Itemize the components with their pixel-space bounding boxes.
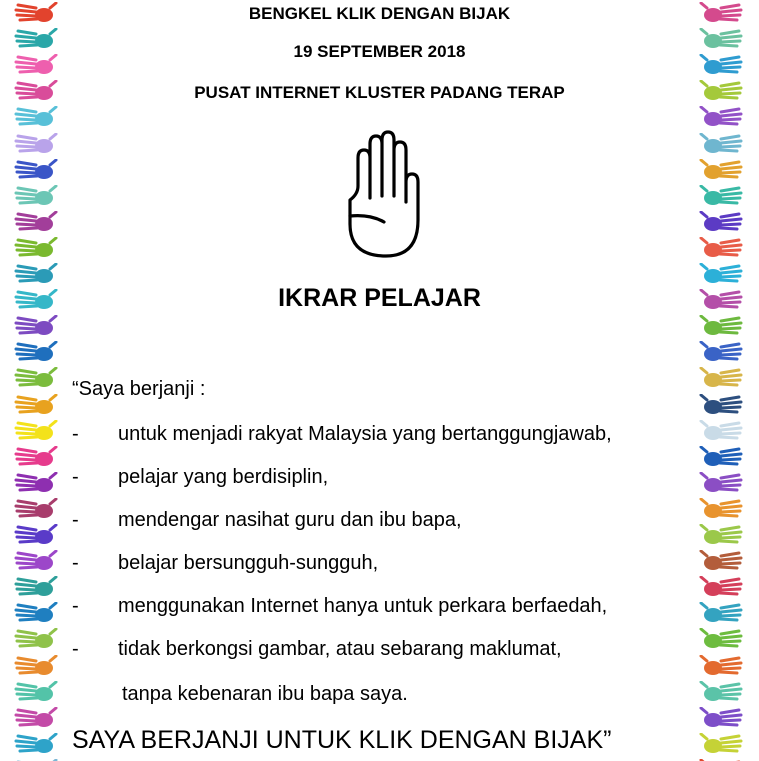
handprint-icon	[699, 159, 743, 181]
handprint-icon	[699, 420, 743, 442]
pledge-closing: SAYA BERJANJI UNTUK KLIK DENGAN BIJAK”	[72, 726, 612, 754]
handprint-icon	[14, 472, 58, 494]
handprint-icon	[699, 550, 743, 572]
handprint-icon	[14, 550, 58, 572]
handprint-icon	[14, 185, 58, 207]
handprint-icon	[14, 315, 58, 337]
pledge-continuation: tanpa kebenaran ibu bapa saya.	[122, 683, 408, 705]
event-date: 19 SEPTEMBER 2018	[293, 42, 466, 61]
pledge-item-text: menggunakan Internet hanya untuk perkara berfaedah,	[118, 595, 608, 617]
handprint-icon	[14, 446, 58, 468]
handprint-icon	[699, 80, 743, 102]
handprint-icon	[14, 2, 58, 24]
pledge-intro: “Saya berjanji :	[72, 378, 206, 400]
event-venue: PUSAT INTERNET KLUSTER PADANG TERAP	[194, 83, 565, 102]
handprint-icon	[699, 576, 743, 598]
handprint-icon	[14, 524, 58, 546]
handprint-icon	[699, 394, 743, 416]
handprint-icon	[14, 54, 58, 76]
handprint-icon	[14, 289, 58, 311]
handprint-icon	[699, 185, 743, 207]
bullet-dash: -	[72, 509, 79, 531]
left-handprint-border	[0, 0, 66, 761]
handprint-icon	[699, 472, 743, 494]
handprint-icon	[14, 263, 58, 285]
handprint-icon	[14, 498, 58, 520]
handprint-icon	[14, 655, 58, 677]
pledge-item-text: belajar bersungguh-sungguh,	[118, 552, 379, 574]
handprint-icon	[699, 733, 743, 755]
handprint-icon	[14, 707, 58, 729]
bullet-dash: -	[72, 466, 79, 488]
handprint-icon	[14, 367, 58, 389]
handprint-icon	[699, 263, 743, 285]
bullet-dash: -	[72, 423, 79, 445]
handprint-icon	[699, 498, 743, 520]
bullet-dash: -	[72, 595, 79, 617]
handprint-icon	[699, 628, 743, 650]
handprint-icon	[14, 133, 58, 155]
handprint-icon	[699, 655, 743, 677]
handprint-icon	[699, 341, 743, 363]
bullet-dash: -	[72, 638, 79, 660]
handprint-icon	[14, 237, 58, 259]
handprint-icon	[14, 28, 58, 50]
handprint-icon	[14, 576, 58, 598]
handprint-icon	[14, 159, 58, 181]
handprint-icon	[699, 211, 743, 233]
handprint-icon	[699, 28, 743, 50]
handprint-icon	[14, 681, 58, 703]
handprint-icon	[699, 133, 743, 155]
bullet-dash: -	[72, 552, 79, 574]
handprint-icon	[699, 315, 743, 337]
pledge-item-text: tidak berkongsi gambar, atau sebarang maklumat,	[118, 638, 562, 660]
handprint-icon	[14, 211, 58, 233]
handprint-icon	[699, 2, 743, 24]
handprint-icon	[699, 602, 743, 624]
handprint-icon	[14, 394, 58, 416]
pledge-item-text: pelajar yang berdisiplin,	[118, 466, 329, 488]
handprint-icon	[699, 367, 743, 389]
pledge-title: IKRAR PELAJAR	[278, 284, 481, 312]
handprint-icon	[14, 733, 58, 755]
raised-hand-icon	[336, 128, 432, 260]
pledge-item-text: mendengar nasihat guru dan ibu bapa,	[118, 509, 462, 531]
handprint-icon	[14, 106, 58, 128]
handprint-icon	[699, 106, 743, 128]
handprint-icon	[699, 237, 743, 259]
right-handprint-border	[693, 0, 759, 761]
handprint-icon	[699, 681, 743, 703]
handprint-icon	[14, 80, 58, 102]
handprint-icon	[14, 341, 58, 363]
handprint-icon	[14, 602, 58, 624]
handprint-icon	[14, 420, 58, 442]
handprint-icon	[699, 524, 743, 546]
handprint-icon	[14, 628, 58, 650]
handprint-icon	[699, 446, 743, 468]
handprint-icon	[699, 289, 743, 311]
handprint-icon	[699, 54, 743, 76]
pledge-item-text: untuk menjadi rakyat Malaysia yang bertanggungjawab,	[118, 423, 612, 445]
workshop-title: BENGKEL KLIK DENGAN BIJAK	[248, 4, 511, 23]
handprint-icon	[699, 707, 743, 729]
